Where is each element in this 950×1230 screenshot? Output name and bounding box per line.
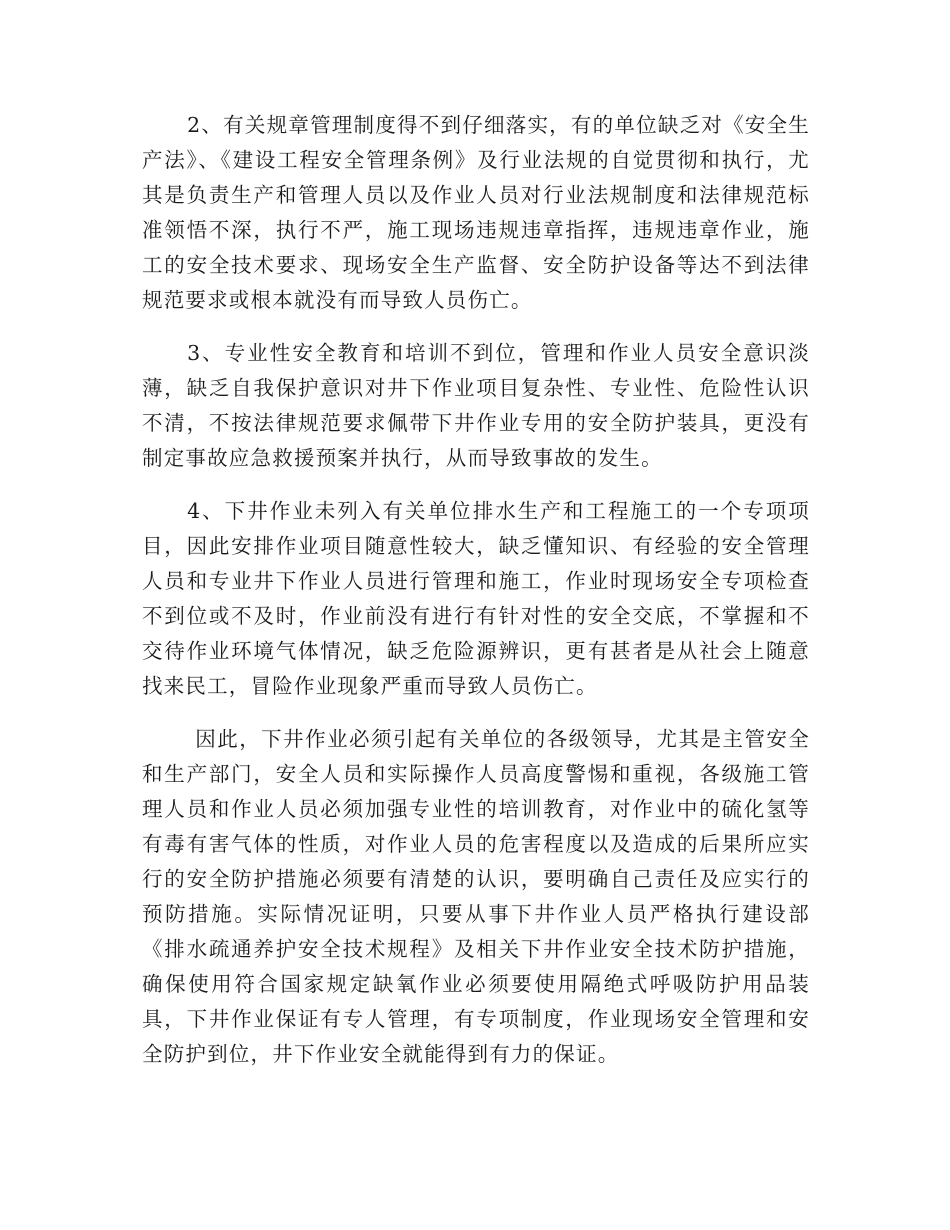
- paragraph-4: 4、下井作业未列入有关单位排水生产和工程施工的一个专项项目，因此安排作业项目随意性较大，缺乏懂知识、有经验的安全管理人员和专业井下作业人员进行管理和施工，作业时现场安全专项检查不到位或不及时，作业前没有进行有针对性的安全交底，不掌握和不交待作业环境气体情况，缺乏危险源辨识，更有甚者是从社会上随意找来民工，冒险作业现象严重而导致人员伤亡。: [142, 499, 810, 698]
- paragraph-2: 2、有关规章管理制度得不到仔细落实，有的单位缺乏对《安全生产法》、《建设工程安全管理条例》及行业法规的自觉贯彻和执行，尤其是负责生产和管理人员以及作业人员对行业法规制度和法律规范标准领悟不深，执行不严，施工现场违规违章指挥，违规违章作业，施工的安全技术要求、现场安全生产监督、安全防护设备等达不到法律规范要求或根本就没有而导致人员伤亡。: [142, 113, 810, 312]
- document-body: [142, 108, 810, 1090]
- paragraph-conclusion: 因此，下井作业必须引起有关单位的各级领导，尤其是主管安全和生产部门，安全人员和实际操作人员高度警惕和重视，各级施工管理人员和作业人员必须加强专业性的培训教育，对作业中的硫化氢等有毒有害气体的性质，对作业人员的危害程度以及造成的后果所应实行的安全防护措施必须要有清楚的认识，要明确自己责任及应实行的预防措施。实际情况证明，只要从事下井作业人员严格执行建设部《排水疏通养护安全技术规程》及相关下井作业安全技术防护措施，确保使用符合国家规定缺氧作业必须要使用隔绝式呼吸防护用品装具，下井作业保证有专人管理，有专项制度，作业现场安全管理和安全防护到位，井下作业安全就能得到有力的保证。: [142, 727, 810, 1066]
- paragraph-3: 3、专业性安全教育和培训不到位，管理和作业人员安全意识淡薄，缺乏自我保护意识对井下作业项目复杂性、专业性、危险性认识不清，不按法律规范要求佩带下井作业专用的安全防护装具，更没有制定事故应急救援预案并执行，从而导致事故的发生。: [142, 341, 810, 470]
